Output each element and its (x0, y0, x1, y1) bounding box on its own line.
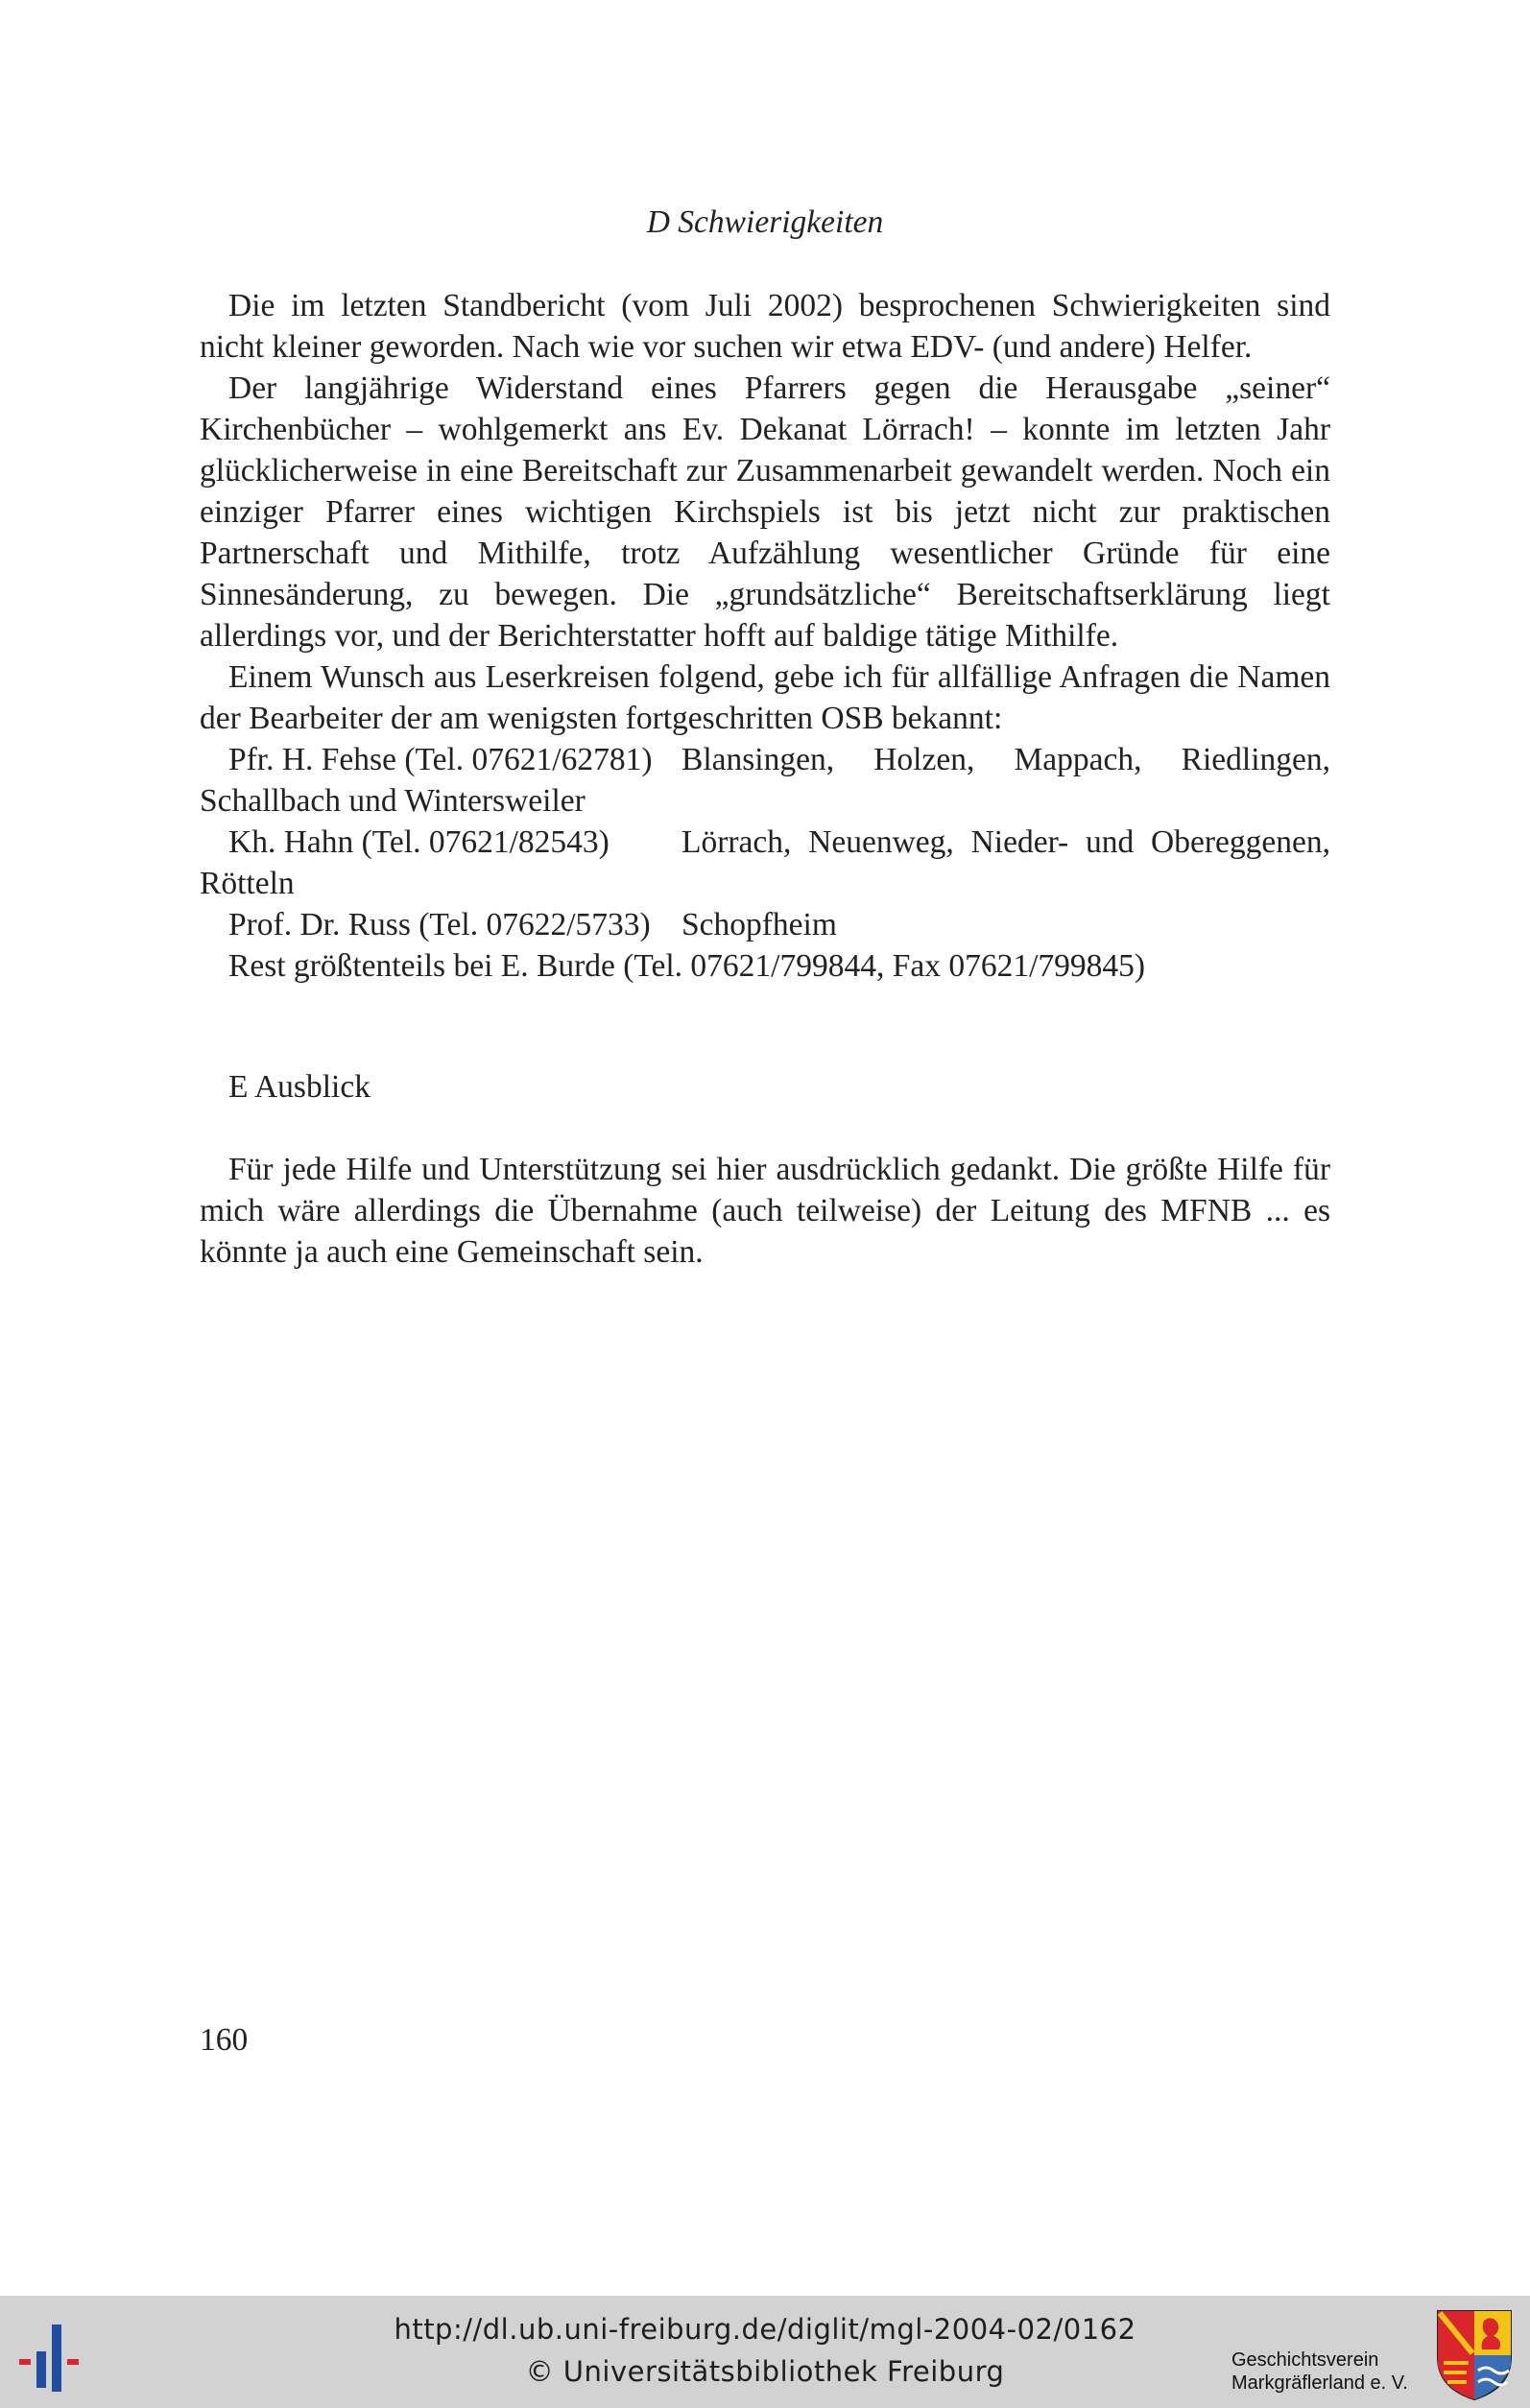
editor-entry (200, 904, 1330, 945)
rest-line: Rest größtenteils bei E. Burde (Tel. 07621/799844, Fax 07621/799845) (228, 948, 1146, 984)
footer-bar (0, 2296, 1530, 2408)
section-d-body (200, 285, 1330, 987)
editor-name: Kh. Hahn (Tel. 07621/82543) (228, 824, 610, 860)
paragraph: Für jede Hilfe und Unterstützung sei hier ausdrücklich gedankt. Die größte Hilfe für mich wäre allerdings die Übernahme (auch teilweise) der Leitung des MFNB ... es könnte ja auch eine Gemeinschaft sein. (200, 1152, 1330, 1270)
paragraph: Einem Wunsch aus Leserkreisen folgend, gebe ich für allfällige Anfragen die Namen der Bearbeiter der am wenigsten fortgeschritten OSB bekannt: (200, 659, 1330, 736)
editor-entry (200, 822, 1330, 904)
editor-places-continued: Schallbach und Wintersweiler (200, 783, 586, 819)
copyright-text: © Universitätsbibliothek Freiburg (525, 2355, 1005, 2388)
editor-name: Prof. Dr. Russ (Tel. 07622/5733) (228, 907, 651, 942)
editor-name: Pfr. H. Fehse (Tel. 07621/62781) (228, 742, 653, 777)
paragraph: Der langjährige Widerstand eines Pfarrers gegen die Herausgabe „seiner“ Kirchenbücher – wohlgemerkt ans Ev. Dekanat Lörrach! – konnte im letzten Jahr glücklicherweise in eine Bereitschaft zur Zusammenarbeit gewandelt werden. Noch ein einziger Pfarrer eines wichtigen Kirchspiels ist bis jetzt nicht zur praktischen Partnerschaft und Mithilfe, trotz Aufzählung wesentlicher Gründe für eine Sinnesänderung, zu bewegen. Die „grundsätzliche“ Bereitschaftserklärung liegt allerdings vor, und der Berichterstatter hofft auf baldige tätige Mithilfe. (200, 370, 1330, 654)
markgraeflerland-crest-icon (1434, 2307, 1515, 2401)
editor-places-continued: Rötteln (200, 866, 295, 901)
editor-entry (200, 739, 1330, 822)
section-e-heading: E Ausblick (228, 1069, 371, 1105)
source-url-link[interactable]: http://dl.ub.uni-freiburg.de/diglit/mgl-2004-02/0162 (394, 2313, 1136, 2346)
editor-places: Lörrach, Neuenweg, Nieder- und Obereggenen, (681, 824, 1330, 860)
editor-places: Blansingen, Holzen, Mappach, Riedlingen, (681, 742, 1330, 777)
society-name (1231, 2348, 1408, 2395)
editor-places: Schopfheim (681, 907, 837, 942)
paragraph: Die im letzten Standbericht (vom Juli 2002) besprochenen Schwierigkeiten sind nicht kleiner geworden. Nach wie vor suchen wir etwa EDV- (und andere) Helfer. (200, 288, 1330, 365)
section-d-heading: D Schwierigkeiten (646, 204, 884, 240)
section-e-body (200, 1149, 1330, 1273)
society-name-line: Markgräflerland e. V. (1231, 2372, 1408, 2394)
society-name-line: Geschichtsverein (1231, 2349, 1379, 2371)
page-number: 160 (200, 2022, 249, 2058)
